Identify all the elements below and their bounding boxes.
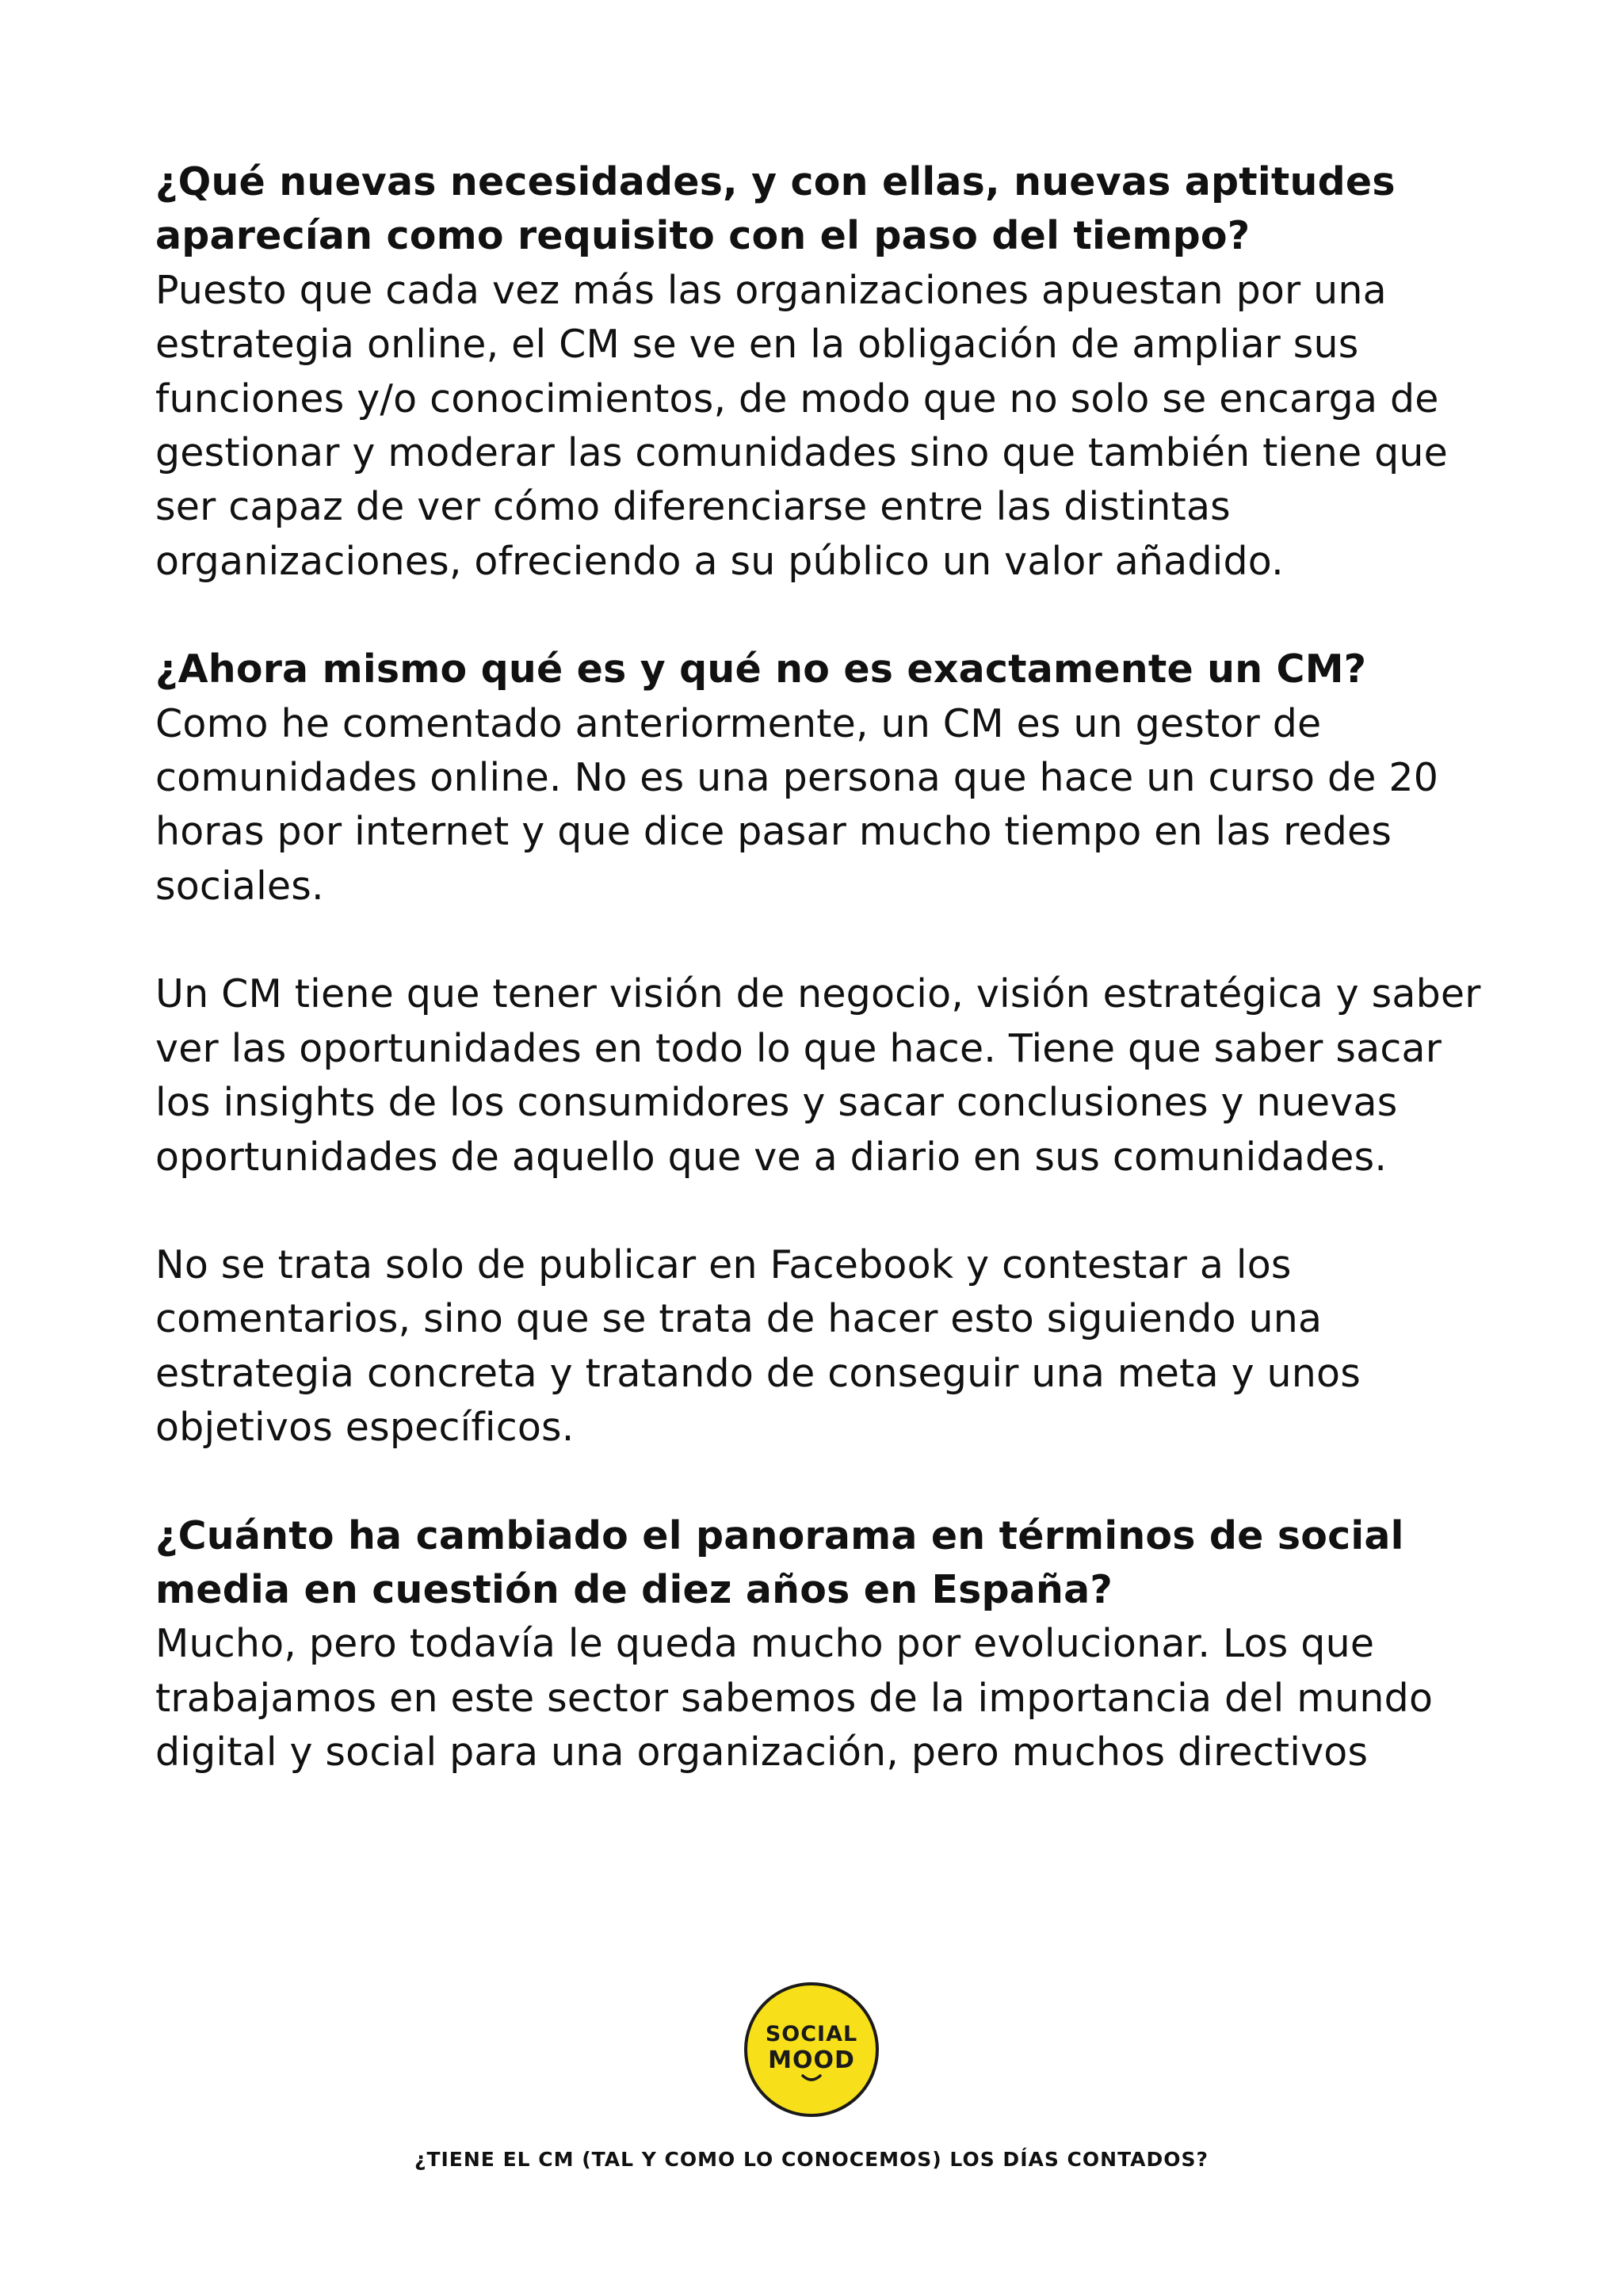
section-heading: ¿Qué nuevas necesidades, y con ellas, nuevas aptitudes aparecían como requisito con el paso del tiempo? [155, 159, 1396, 259]
social-mood-logo-mark [747, 1985, 876, 2114]
qa-section-3 [155, 1509, 1487, 1780]
body-paragraph: No se trata solo de publicar en Facebook y contestar a los comentarios, sino que se trata de hacer esto siguiendo una estrategia concreta y tratando de conseguir una meta y unos objetivos específicos. [155, 1241, 1361, 1451]
smile-icon [803, 2076, 820, 2080]
logo-text-social: SOCIAL [765, 2022, 858, 2046]
body-paragraph: Mucho, pero todavía le queda mucho por evolucionar. Los que trabajamos en este sector sabemos de la importancia del mundo digital y social para una organización, pero muchos directivos [155, 1621, 1434, 1775]
section-heading: ¿Cuánto ha cambiado el panorama en términos de social media en cuestión de diez años en España? [155, 1512, 1404, 1612]
section-heading: ¿Ahora mismo qué es y qué no es exactamente un CM? [155, 646, 1367, 692]
qa-section-2 [155, 643, 1487, 1455]
body-paragraph: Un CM tiene que tener visión de negocio, visión estratégica y saber ver las oportunidades en todo lo que hace. Tiene que saber sacar los insights de los consumidores y sacar conclusiones y nuevas oportunidades de aquello que ve a diario en sus comunidades. [155, 971, 1481, 1180]
article-body [155, 155, 1487, 1834]
logo-text-mood: MOOD [768, 2046, 855, 2074]
social-mood-logo [744, 1982, 879, 2117]
qa-section-1 [155, 155, 1487, 589]
footer-title: ¿TIENE EL CM (TAL Y COMO LO CONOCEMOS) LOS DÍAS CONTADOS? [414, 2148, 1209, 2171]
body-paragraph: Puesto que cada vez más las organizaciones apuestan por una estrategia online, el CM se ve en la obligación de ampliar sus funciones y/o conocimientos, de modo que no solo se encarga de gestionar y moderar las comunidades sino que también tiene que ser capaz de ver cómo diferenciarse entre las distintas organizaciones, ofreciendo a su público un valor añadido. [155, 267, 1448, 584]
body-paragraph: Como he comentado anteriormente, un CM es un gestor de comunidades online. No es una persona que hace un curso de 20 horas por internet y que dice pasar mucho tiempo en las redes sociales. [155, 700, 1439, 909]
